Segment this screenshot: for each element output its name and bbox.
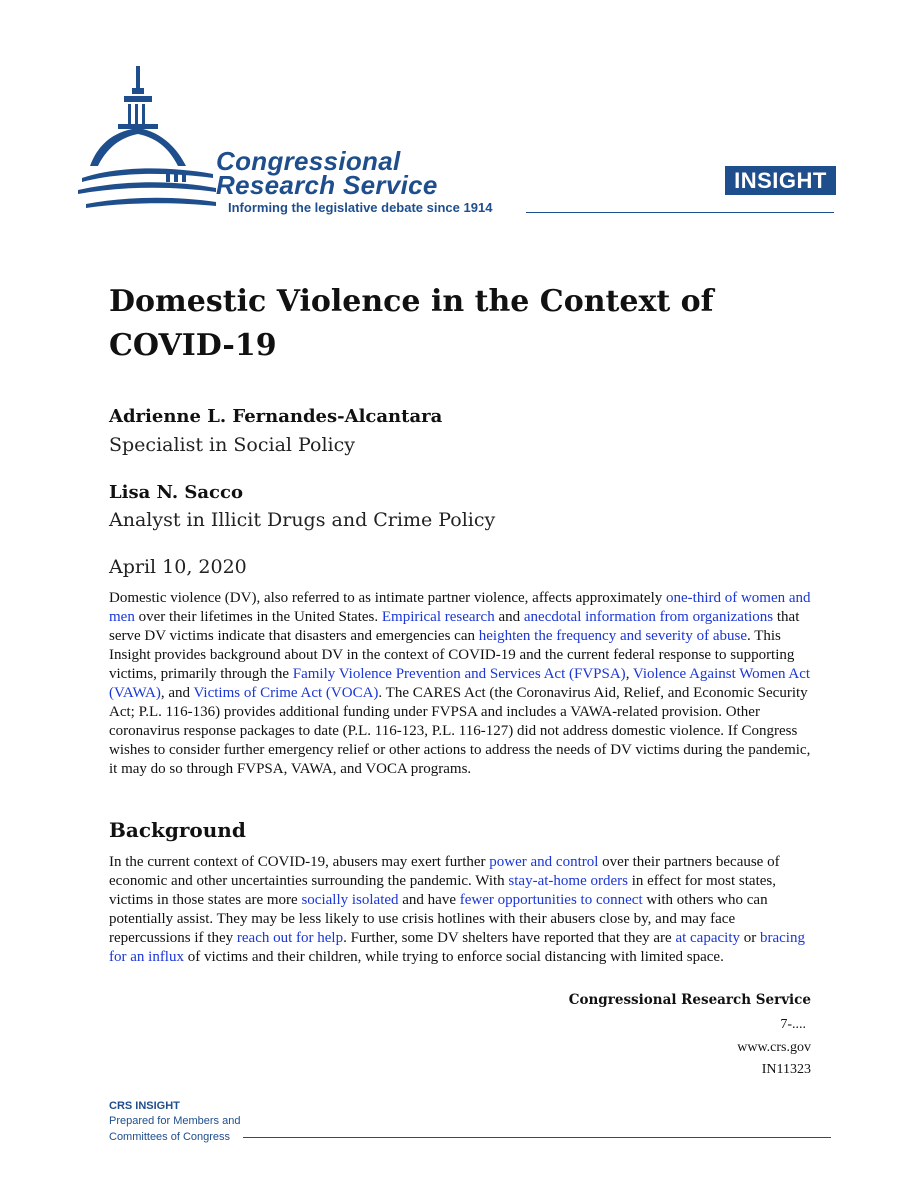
paragraph-text: and [494, 609, 524, 625]
footer-org: Congressional Research Service [568, 992, 811, 1008]
paragraph-text: . The CARES Act (the Coronavirus Aid, Relief, and Economic Security Act; P.L. 116-136) provides additional funding under FVPSA and includes a VAWA-related provision. Other coronavirus response packages to date (P.L. 116-123, P.L. 116-127) did not address domestic violence. If Congress wishes to consider further emergency relief or other actions to address the needs of DV victims during the pandemic, it may do so through FVPSA, VAWA, and VOCA programs. [109, 685, 811, 777]
tagline-divider [526, 212, 834, 213]
paragraph-text: over their partners because of economic and other uncertainties surrounding the pandemic. With [109, 854, 780, 889]
prepared-line-1: Prepared for Members and [109, 1115, 241, 1127]
paragraph-text: . This Insight provides background about DV in the context of COVID-19 and the current federal response to supporting victims, primarily through the [109, 628, 795, 682]
paragraph-text: and have [398, 892, 460, 908]
author-role: Analyst in Illicit Drugs and Crime Policy [109, 509, 496, 531]
paragraph-text: of victims and their children, while trying to enforce social distancing with limited space. [183, 949, 724, 965]
paragraph-text: that serve DV victims indicate that disasters and emergencies can [109, 609, 800, 644]
inline-link[interactable]: heighten the frequency and severity of abuse [478, 628, 747, 644]
paragraph-text: , [625, 666, 633, 682]
inline-link[interactable]: Empirical research [381, 609, 495, 625]
title-line-1: Domestic Violence in the Context of [109, 284, 714, 319]
title-line-2: COVID-19 [109, 328, 277, 363]
section-heading-background: Background [109, 818, 246, 842]
inline-link[interactable]: stay-at-home orders [508, 873, 628, 889]
paragraph-text: In the current context of COVID-19, abusers may exert further [109, 854, 490, 870]
inline-link[interactable]: anecdotal information from organizations [523, 609, 774, 625]
intro-paragraph [109, 589, 811, 779]
page-title [109, 280, 809, 368]
inline-link[interactable]: reach out for help [236, 930, 344, 946]
author-name: Adrienne L. Fernandes-Alcantara [109, 406, 443, 427]
crs-logo [78, 62, 838, 222]
paragraph-text: or [740, 930, 760, 946]
capitol-dome-icon [78, 62, 218, 212]
org-name-line1: Congressional [216, 146, 401, 176]
footer-website[interactable]: www.crs.gov [737, 1040, 811, 1055]
inline-link[interactable]: socially isolated [301, 892, 399, 908]
prepared-line-2: Committees of Congress [109, 1131, 231, 1143]
inline-link[interactable]: Violence Against Women Act (VAWA) [109, 666, 811, 701]
paragraph-text: with others who can potentially assist. They may be less likely to use crisis hotlines with their abusers close by, and may face repercussions if they [109, 892, 768, 946]
inline-link[interactable]: power and control [489, 854, 599, 870]
paragraph-text: over their lifetimes in the United States. [134, 609, 382, 625]
inline-link[interactable]: one-third of women and men [109, 590, 811, 625]
inline-link[interactable]: at capacity [675, 930, 740, 946]
publication-date: April 10, 2020 [109, 556, 247, 578]
inline-link[interactable]: Family Violence Prevention and Services Act (FVPSA) [292, 666, 626, 682]
org-tagline: Informing the legislative debate since 1914 [228, 200, 493, 215]
paragraph-text: in effect for most states, victims in those states are more [109, 873, 776, 908]
paragraph-text: , and [160, 685, 194, 701]
insight-badge: INSIGHT [725, 166, 836, 195]
org-name-line2: Research Service [216, 170, 438, 200]
inline-link[interactable]: fewer opportunities to connect [459, 892, 643, 908]
footer-number: 7-.... [780, 1017, 806, 1032]
background-paragraph [109, 853, 811, 967]
paragraph-text: . Further, some DV shelters have reported that they are [343, 930, 676, 946]
footer-report-id: IN11323 [761, 1062, 811, 1077]
inline-link[interactable]: Victims of Crime Act (VOCA) [193, 685, 379, 701]
crs-insight-label: CRS INSIGHT [109, 1100, 180, 1112]
paragraph-text: Domestic violence (DV), also referred to as intimate partner violence, affects approximately [109, 590, 666, 606]
author-role: Specialist in Social Policy [109, 434, 355, 456]
footer-divider [243, 1137, 831, 1138]
author-name: Lisa N. Sacco [109, 482, 243, 503]
inline-link[interactable]: bracing for an influx [109, 930, 805, 965]
